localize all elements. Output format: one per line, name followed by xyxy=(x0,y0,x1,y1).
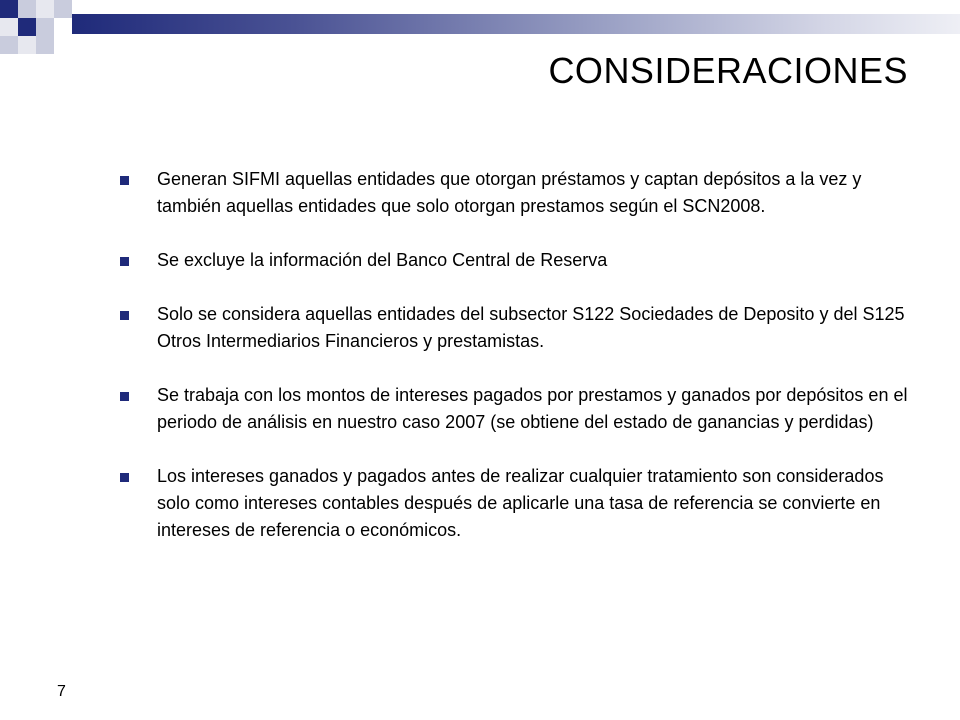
bullet-item xyxy=(120,463,910,544)
bullet-item xyxy=(120,301,910,355)
bullet-item xyxy=(120,247,910,274)
decorative-square xyxy=(36,36,54,54)
square-bullet-icon xyxy=(120,392,129,401)
bullet-text: Solo se considera aquellas entidades del subsector S122 Sociedades de Deposito y del S125 Otros Intermediarios Financieros y prestamistas. xyxy=(157,304,905,351)
decorative-square xyxy=(18,18,36,36)
bullet-text: Generan SIFMI aquellas entidades que otorgan préstamos y captan depósitos a la vez y también aquellas entidades que solo otorgan prestamos según el SCN2008. xyxy=(157,169,862,216)
slide-title: CONSIDERACIONES xyxy=(548,50,908,91)
decorative-square xyxy=(18,0,36,18)
decorative-square xyxy=(36,0,54,18)
bullet-list xyxy=(120,166,910,571)
decorative-square xyxy=(0,0,18,18)
bullet-item xyxy=(120,166,910,220)
bullet-text: Se excluye la información del Banco Central de Reserva xyxy=(157,250,608,270)
square-bullet-icon xyxy=(120,176,129,185)
decorative-square xyxy=(18,36,36,54)
page-number: 7 xyxy=(57,683,66,700)
square-bullet-icon xyxy=(120,311,129,320)
decorative-square xyxy=(36,18,54,36)
header-gradient-bar xyxy=(72,14,960,34)
decorative-square xyxy=(0,36,18,54)
square-bullet-icon xyxy=(120,257,129,266)
decorative-square xyxy=(54,0,72,18)
decorative-square xyxy=(0,18,18,36)
bullet-item xyxy=(120,382,910,436)
bullet-text: Se trabaja con los montos de intereses pagados por prestamos y ganados por depósitos en el periodo de análisis en nuestro caso 2007 (se obtiene del estado de ganancias y perdidas) xyxy=(157,385,908,432)
bullet-text: Los intereses ganados y pagados antes de realizar cualquier tratamiento son considerados solo como intereses contables después de aplicarle una tasa de referencia se convierte en intereses de referencia o económicos. xyxy=(157,466,884,540)
square-bullet-icon xyxy=(120,473,129,482)
